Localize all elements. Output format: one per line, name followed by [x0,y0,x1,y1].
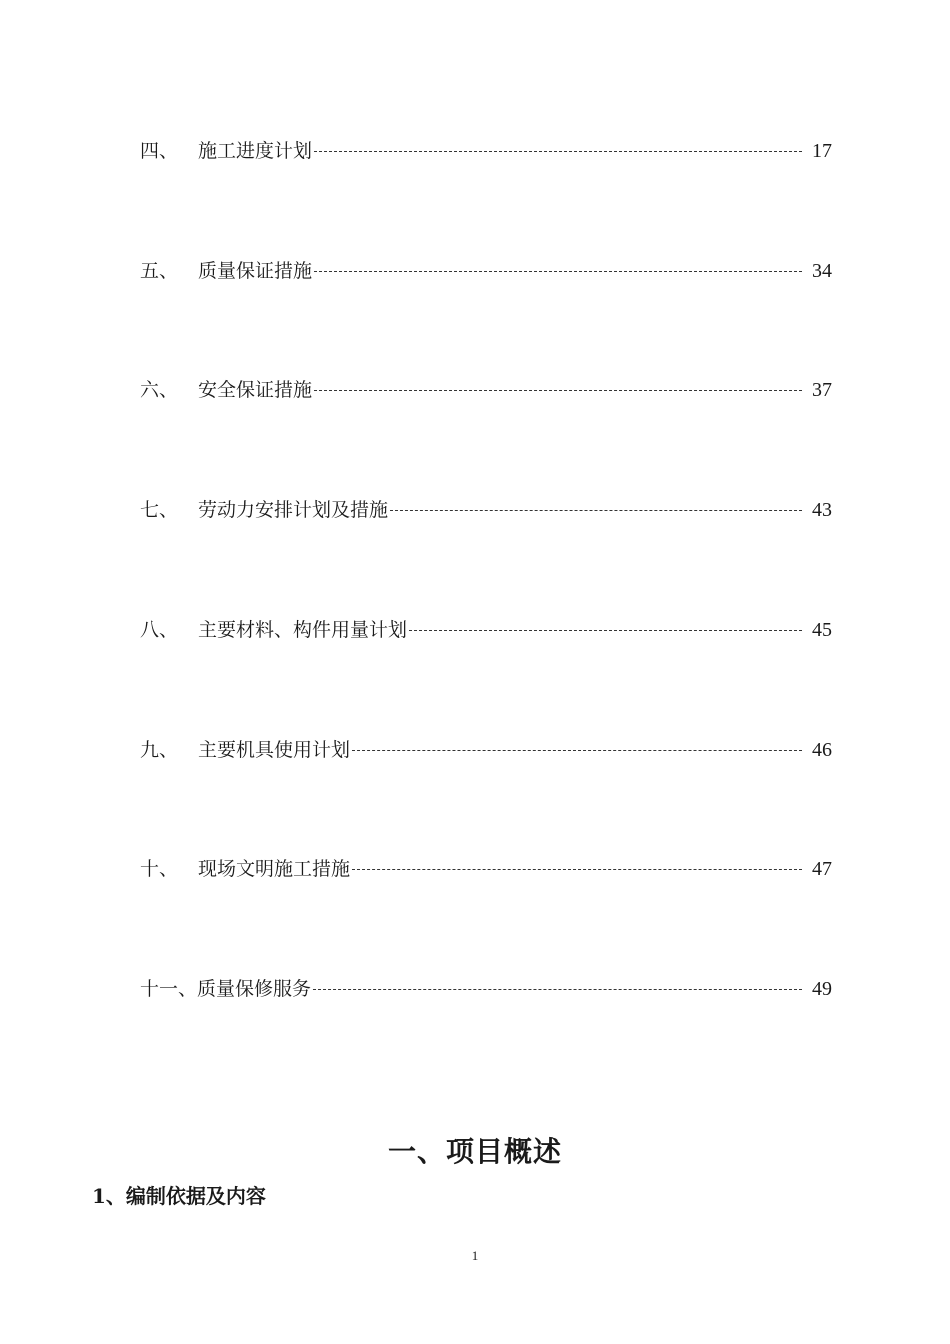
toc-leader-dashes [314,151,802,152]
toc-entry-number: 七、 [140,499,179,521]
toc-leader-dashes [314,271,802,272]
toc-entry-title: 安全保证措施 [198,379,313,401]
toc-entry-page: 49 [812,978,832,1000]
toc-entry-page: 45 [812,619,832,641]
toc-entry-title: 现场文明施工措施 [198,858,351,880]
toc-entry[interactable] [140,735,832,765]
toc-entry-number: 八、 [140,619,179,641]
toc-entry[interactable] [140,615,832,645]
toc-leader-dashes [313,989,802,990]
page-number: 1 [471,1248,479,1263]
toc-entry[interactable] [140,495,832,525]
toc-entry-number: 六、 [140,379,179,401]
toc-entry-title: 劳动力安排计划及措施 [198,499,389,521]
toc-leader-dashes [314,390,802,391]
toc-entry-page: 47 [812,858,832,880]
toc-entry-page: 46 [812,739,832,761]
toc-leader-dashes [409,630,802,631]
toc-entry[interactable] [140,256,832,286]
toc-entry-title: 施工进度计划 [198,140,313,162]
toc-entry[interactable] [140,854,832,884]
toc-entry-number: 十、 [140,858,179,880]
toc-leader-dashes [352,869,802,870]
toc-entry-number: 五、 [140,260,179,282]
toc-entry[interactable] [140,136,832,166]
toc-entry-number: 十一、 [140,978,198,1000]
toc-entry[interactable] [140,375,832,405]
toc-entry-page: 37 [812,379,832,401]
toc-entry[interactable] [140,974,832,1004]
toc-entry-page: 34 [812,260,832,282]
toc-leader-dashes [352,750,802,751]
toc-entry-number: 九、 [140,739,179,761]
toc-entry-title: 质量保修服务 [197,978,312,1000]
toc-entry-page: 43 [812,499,832,521]
toc-entry-number: 四、 [140,140,179,162]
subsection-heading: 1、编制依据及内容 [92,1184,266,1208]
toc-entry-title: 主要机具使用计划 [198,739,351,761]
toc-entry-title: 质量保证措施 [198,260,313,282]
toc-leader-dashes [390,510,802,511]
toc-entry-page: 17 [812,140,832,162]
toc-entry-title: 主要材料、构件用量计划 [198,619,408,641]
section-heading: 一、项目概述 [387,1135,562,1168]
